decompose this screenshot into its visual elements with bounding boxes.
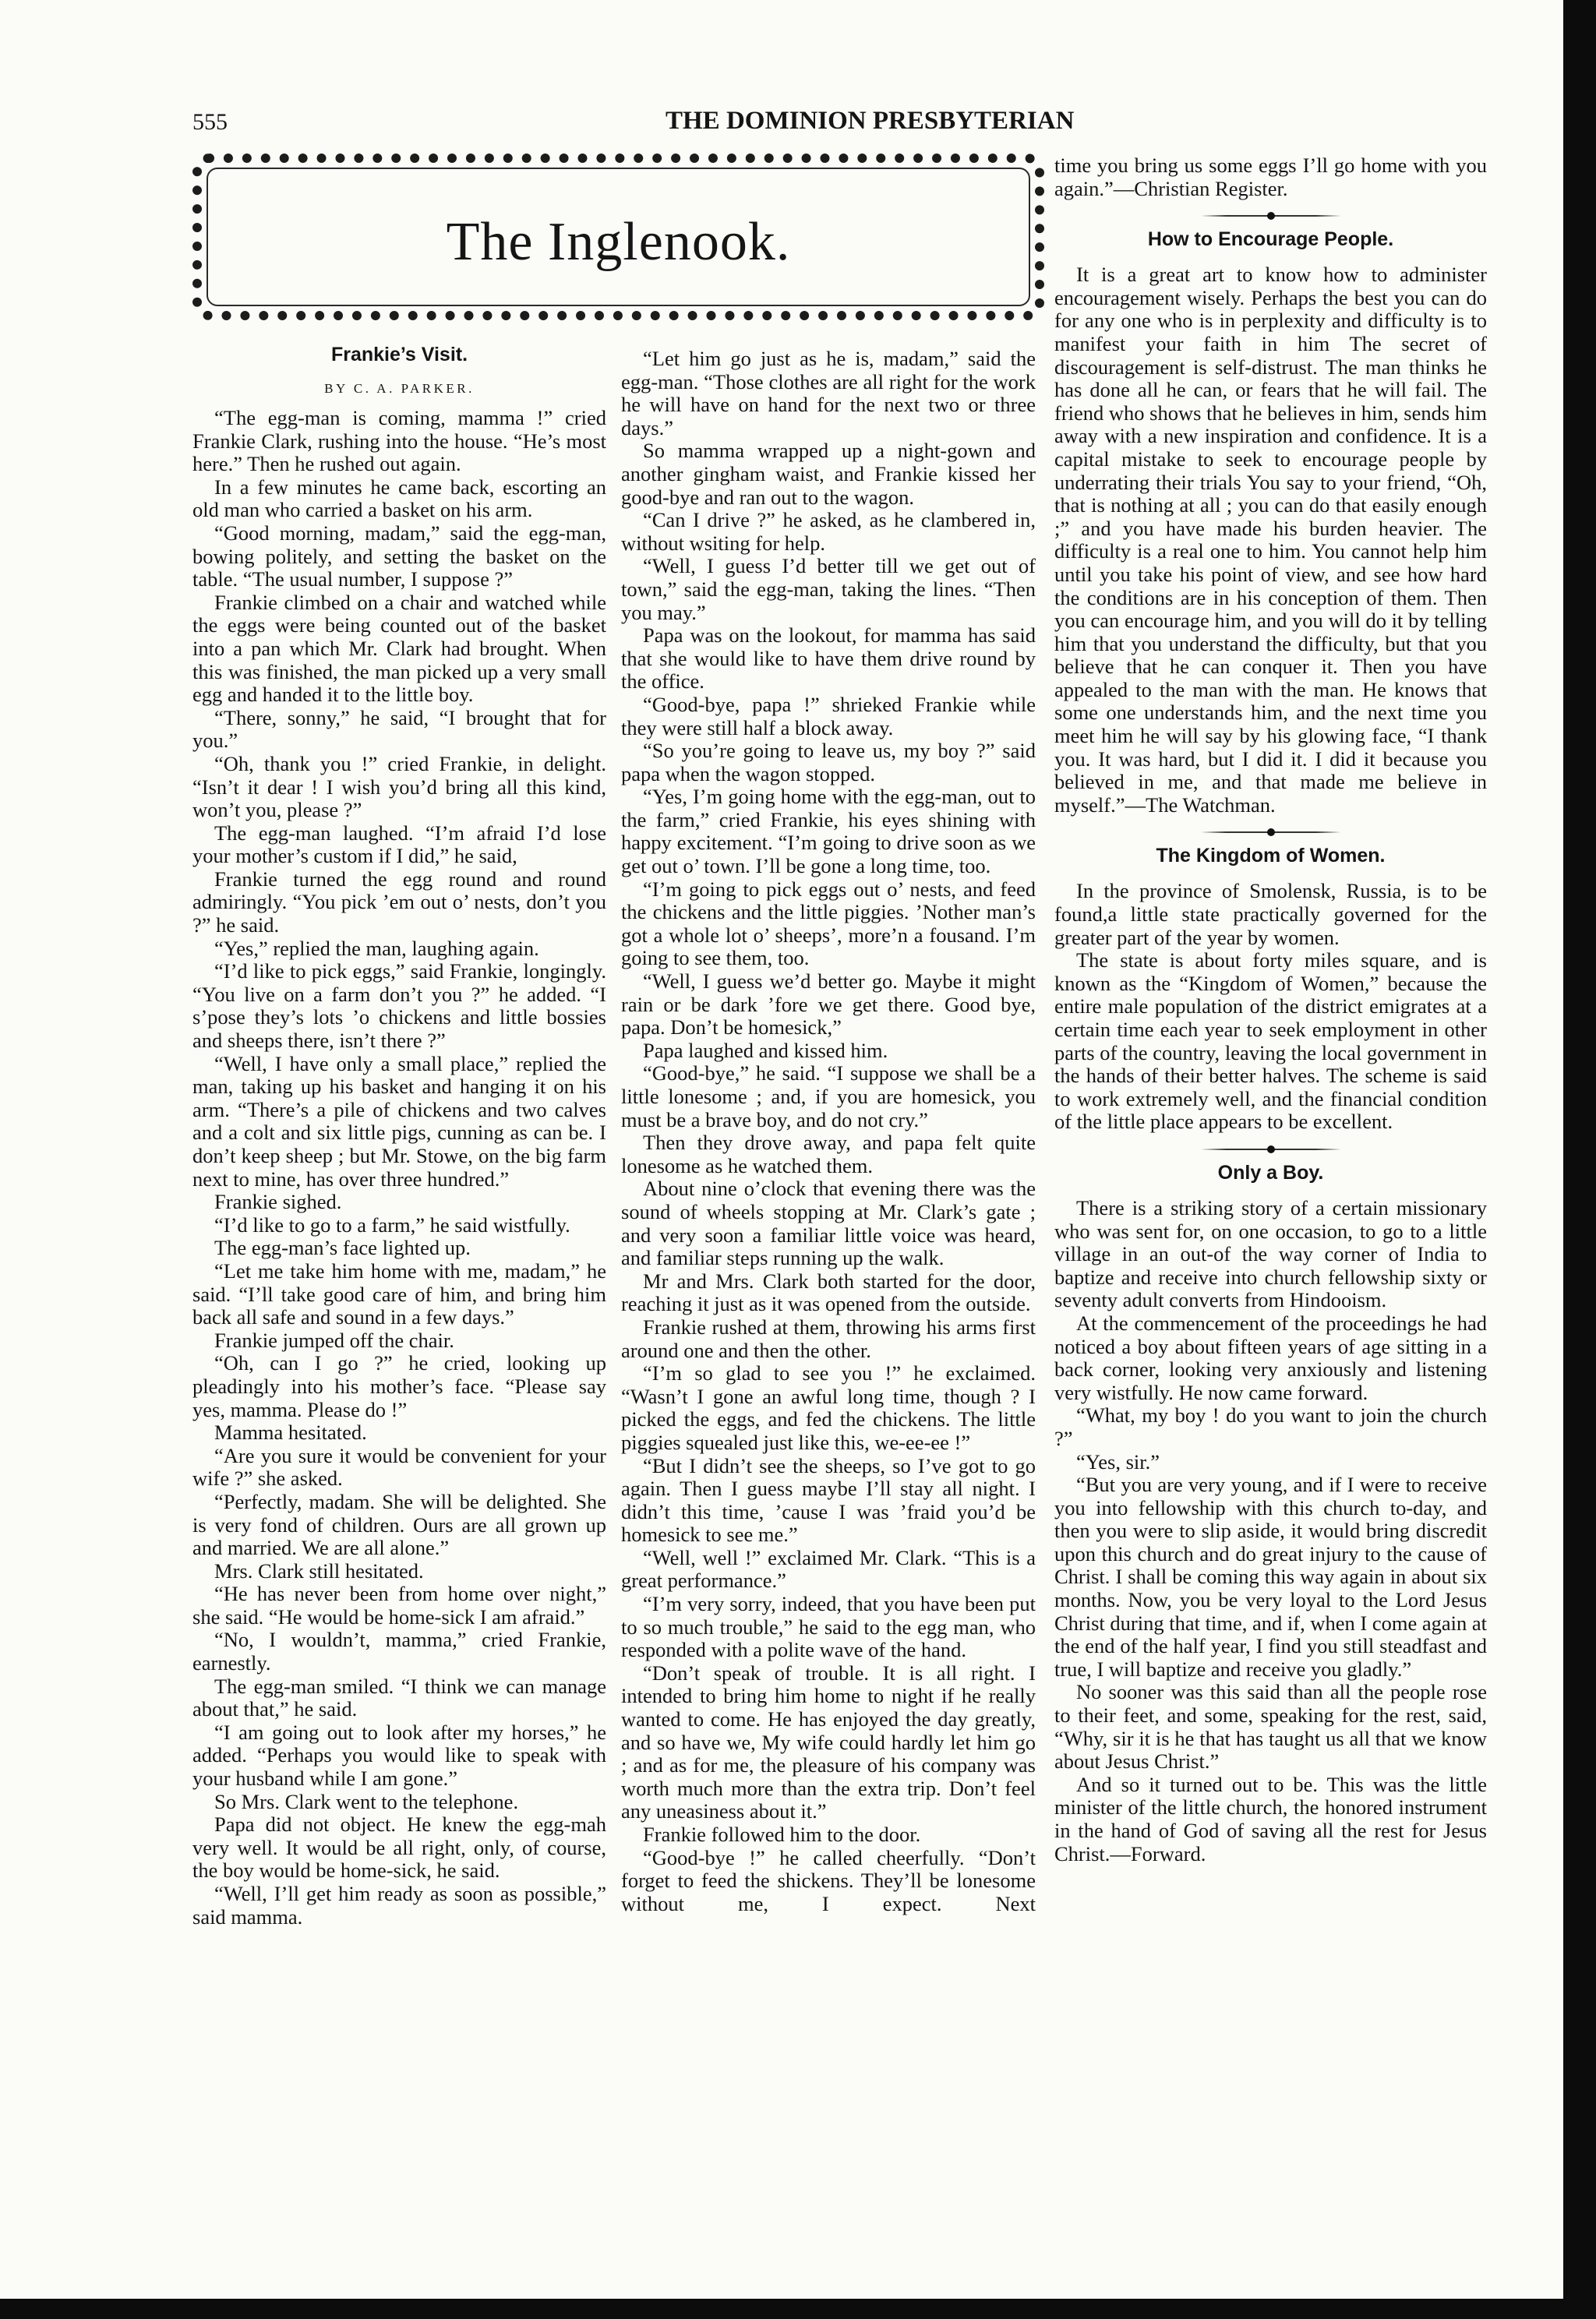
paragraph: “I’m so glad to see you !” he exclaimed. “Wasn’t I gone an awful long time, though ? I picked the eggs, and fed the chickens. The little piggies squealed just like this, we-ee-ee !”: [621, 1361, 1036, 1454]
article-title: Frankie’s Visit.: [330, 344, 468, 365]
page-number: 555: [192, 109, 228, 135]
article-body-continued: [1054, 154, 1487, 200]
paragraph: “Well, I’ll get him ready as soon as possible,” said mamma.: [192, 1882, 606, 1929]
column-3: [1054, 154, 1487, 1865]
paragraph: “Yes, I’m going home with the egg-man, out to the farm,” cried Frankie, his eyes shining with happy excitement. “I’m going to drive soon as we get out o’ town. I’ll be gone a long time, too.: [621, 785, 1036, 878]
section-banner-title: The Inglenook.: [446, 212, 791, 272]
paragraph: “Well, well !” exclaimed Mr. Clark. “This is a great performance.”: [621, 1545, 1036, 1593]
article-body: [1054, 880, 1487, 1134]
paragraph: Frankie followed him to the door.: [643, 1823, 921, 1846]
article-body: [192, 407, 606, 1929]
paragraph: “Don’t speak of trouble. It is all right. I intended to bring him home to night if he really wanted to come. He has enjoyed the day greatly, and so have we, My wife could hardly let him go ; and as for me, the pleasure of his company was worth much more than the extra trip. Don’t feel any uneasiness about it.”: [621, 1661, 1036, 1823]
paragraph: It is a great art to know how to administer encouragement wisely. Perhaps the best you can do for any one who is in perplexity and difficulty is to manifest your faith in him The secret of discouragement is self-distrust. The man thinks he has done all he can, or fears that he will fail. The friend who shows that he believes in him, sends him away with a new inspiration and confidence. It is a capital mistake to seek to encourage people by underrating their trials You say to your friend, “Oh, that is nothing at all ; you can do that easily enough ;” and you have made his burden heavier. The difficulty is a real one to him. You cannot help him until you take his point of view, and see how hard the conditions are in his conception of them. Then you can encourage him, and you will do it by telling him that you understand the difficulty, but that you believe that he can conquer it. Then you have appealed to the man with the man. He knows that some one understands him, and the next time you meet him he will say by his glowing face, “I thank you. It was hard, but I did it. I did it because you believed in me, and that made me believe in myself.”—The Watchman.: [1054, 263, 1487, 817]
article-title: Only a Boy.: [1217, 1161, 1324, 1184]
paragraph: “Oh, can I go ?” he cried, looking up pleadingly into his mother’s face. “Please say yes, mamma. Please do !”: [192, 1351, 606, 1421]
article-body: [1054, 263, 1487, 817]
article-title: How to Encourage People.: [1147, 228, 1394, 251]
scan-edge-right: [1563, 0, 1596, 2319]
paragraph: “I’d like to go to a farm,” he said wistfully.: [214, 1212, 570, 1237]
paragraph: “Good-bye, papa !” shrieked Frankie while they were still half a block away.: [621, 692, 1036, 739]
article-frankies-visit: [192, 343, 606, 1929]
paragraph: “I am going out to look after my horses,” he added. “Perhaps you would like to speak with your husband while I am gone.”: [192, 1720, 606, 1791]
paragraph: Papa was on the lookout, for mamma has said that she would like to have them drive round by the office.: [621, 623, 1036, 694]
column-1: [192, 343, 606, 1929]
section-divider: [1201, 824, 1341, 840]
paragraph: “I’m going to pick eggs out o’ nests, and feed the chickens and the little piggies. ’Nother man’s got a whole lot o’ sheeps’, more’n a fousand. I’m going to see them, too.: [621, 877, 1036, 970]
paragraph: “Are you sure it would be convenient for your wife ?” she asked.: [192, 1443, 606, 1491]
paragraph: “Let me take him home with me, madam,” he said. “I’ll take good care of him, and bring him back all safe and sound in a few days.”: [192, 1258, 606, 1329]
article-byline: BY C. A. PARKER.: [324, 381, 475, 396]
paragraph: “He has never been from home over night,” she said. “He would be home-sick I am afraid.”: [192, 1582, 606, 1629]
paragraph: “Good morning, madam,” said the egg-man, bowing politely, and setting the basket on the table. “The usual number, I suppose ?”: [192, 521, 606, 591]
paragraph: “Well, I guess I’d better till we get out of town,” said the egg-man, taking the lines. “Then you may.”: [621, 554, 1036, 624]
paragraph: Papa laughed and kissed him.: [643, 1038, 888, 1062]
paragraph: And so it turned out to be. This was the little minister of the little church, the honored instrument in the hand of God of saving all the rest for Jesus Christ.—Forward.: [1054, 1772, 1487, 1865]
paragraph: Mamma hesitated.: [214, 1421, 367, 1445]
section-banner: [192, 154, 1044, 320]
paragraph: “But I didn’t see the sheeps, so I’ve got to go again. Then I guess maybe I’ll stay all night. I didn’t this time, ’cause I was ’fraid you’d be homesick to see me.”: [621, 1453, 1036, 1547]
paragraph: Mr and Mrs. Clark both started for the door, reaching it just as it was opened from the outside.: [621, 1269, 1036, 1316]
publication-masthead: THE DOMINION PRESBYTERIAN: [666, 107, 1075, 135]
paragraph: Frankie turned the egg round and round admiringly. “You pick ’em out o’ nests, don’t you ?” he said.: [192, 867, 606, 937]
paragraph: “What, my boy ! do you want to join the church ?”: [1054, 1403, 1487, 1450]
banner-inner-rule: [207, 168, 1030, 306]
paragraph: The egg-man smiled. “I think we can manage about that,” he said.: [192, 1674, 606, 1721]
section-divider: [1201, 1142, 1341, 1157]
paragraph: “Perfectly, madam. She will be delighted. She is very fond of children. Ours are all grown up and married. We are all alone.”: [192, 1489, 606, 1560]
paragraph: “Can I drive ?” he asked, as he clambered in, without wsiting for help.: [621, 508, 1036, 555]
article-kingdom-of-women: [1054, 844, 1487, 1134]
paragraph: The state is about forty miles square, and is known as the “Kingdom of Women,” because the entire male population of the district emigrates at a certain time each year to seek employment in other parts of the country, leaving the local government in the hands of their better halves. The scheme is said to work extremely well, and the financial condition of the little place appears to be excellent.: [1054, 948, 1487, 1134]
paragraph: Papa did not object. He knew the egg-mah very well. It would be all right, only, of course, the boy would be home-sick, he said.: [192, 1812, 606, 1883]
paragraph: Frankie climbed on a chair and watched while the eggs were being counted out of the basket into a pan which Mr. Clark had brought. When this was finished, the man picked up a very small egg and handed it to the little boy.: [192, 590, 606, 707]
article-title: The Kingdom of Women.: [1156, 845, 1386, 867]
paragraph: “There, sonny,” he said, “I brought that for you.”: [192, 705, 606, 753]
paragraph: Then they drove away, and papa felt quite lonesome as he watched them.: [621, 1131, 1036, 1177]
paragraph: At the commencement of the proceedings he had noticed a boy about fifteen years of age sitting in a back corner, looking very anxiously and listening very wistfully. He now came forward.: [1054, 1311, 1487, 1404]
scan-edge-bottom: [0, 2299, 1596, 2319]
paragraph: “Oh, thank you !” cried Frankie, in delight. “Isn’t it dear ! I wish you’d bring all this kind, won’t you, please ?”: [192, 751, 606, 822]
paragraph: About nine o’clock that evening there was the sound of wheels stopping at Mr. Clark’s gate ; and very soon a familiar little voice was heard, and familiar steps running up the walk.: [621, 1177, 1036, 1270]
paragraph: In the province of Smolensk, Russia, is to be found,a little state practically governed for the greater part of the year by women.: [1054, 879, 1487, 949]
paragraph: So Mrs. Clark went to the telephone.: [214, 1789, 519, 1813]
paragraph: The egg-man laughed. “I’m afraid I’d lose your mother’s custom if I did,” he said,: [192, 821, 606, 868]
paragraph: In a few minutes he came back, escorting an old man who carried a basket on his arm.: [192, 475, 606, 522]
paragraph: “I’d like to pick eggs,” said Frankie, longingly. “You live on a farm don’t you ?” he added. “I s’pose they’s lots ’o chickens and little bossies and sheeps there, isn’t there ?”: [192, 959, 606, 1053]
paragraph: “So you’re going to leave us, my boy ?” said papa when the wagon stopped.: [621, 739, 1036, 785]
paragraph: “No, I wouldn’t, mamma,” cried Frankie, earnestly.: [192, 1628, 606, 1675]
article-body-continued: [621, 348, 1036, 1915]
article-only-a-boy: [1054, 1161, 1487, 1865]
paragraph: No sooner was this said than all the people rose to their feet, and some, speaking for the rest, said, “Why, sir it is he that has taught us all that we know about Jesus Christ.”: [1054, 1680, 1487, 1774]
paragraph: Frankie jumped off the chair.: [214, 1328, 454, 1352]
section-divider: [1201, 208, 1341, 224]
column-2: [621, 348, 1036, 1915]
article-how-to-encourage-people: [1054, 228, 1487, 817]
paragraph: The egg-man’s face lighted up.: [214, 1236, 471, 1260]
paragraph: “But you are very young, and if I were to receive you into fellowship with this church to-day, and then you were to slip aside, it would bring discredit upon this church and do great injury to the cause of Christ. I shall be coming this way again in about six months. Now, you be very loyal to the Lord Jesus Christ during that time, and if, when I come again at the end of the half year, I find you still steadfast and true, I will baptize and receive you gladly.”: [1054, 1473, 1487, 1681]
paragraph: “Well, I have only a small place,” replied the man, taking up his basket and hanging it on his arm. “There’s a pile of chickens and two calves and a colt and six little pigs, cunning as can be. I don’t keep sheep ; but Mr. Stowe, on the big farm next to mine, has over three hundred.”: [192, 1051, 606, 1191]
paragraph: There is a striking story of a certain missionary who was sent for, on one occasion, to go to a little village in an out-of the way corner of India to baptize and receive into church fellowship sixty or seventy adult converts from Hindooism.: [1054, 1195, 1487, 1312]
paragraph: time you bring us some eggs I’ll go home with you again.”—Christian Register.: [1054, 154, 1487, 200]
article-body: [1054, 1197, 1487, 1865]
paragraph: Frankie rushed at them, throwing his arms first around one and then the other.: [621, 1315, 1036, 1362]
paragraph: “Good-bye,” he said. “I suppose we shall be a little lonesome ; and, if you are homesick, you must be a brave boy, and do not cry.”: [621, 1061, 1036, 1131]
paragraph: Mrs. Clark still hesitated.: [214, 1558, 424, 1583]
paragraph: “Yes,” replied the man, laughing again.: [214, 936, 539, 960]
paragraph: Frankie sighed.: [214, 1190, 342, 1214]
paragraph: “The egg-man is coming, mamma !” cried Frankie Clark, rushing into the house. “He’s most here.” Then he rushed out again.: [192, 406, 606, 476]
paragraph: “Let him go just as he is, madam,” said the egg-man. “Those clothes are all right for the work he will have on hand for the next two or three days.”: [621, 347, 1036, 439]
paragraph: “Yes, sir.”: [1076, 1449, 1160, 1474]
paragraph: “Good-bye !” he called cheerfully. “Don’t forget to feed the shickens. They’ll be lonesome without me, I expect. Next: [621, 1845, 1036, 1915]
paragraph: So mamma wrapped up a night-gown and another gingham waist, and Frankie kissed her good-bye and ran out to the wagon.: [621, 439, 1036, 509]
paragraph: “I’m very sorry, indeed, that you have been put to so much trouble,” he said to the egg man, who responded with a polite wave of the hand.: [621, 1592, 1036, 1662]
paragraph: “Well, I guess we’d better go. Maybe it might rain or be dark ’fore we get there. Good bye, papa. Don’t be homesick,”: [621, 969, 1036, 1039]
